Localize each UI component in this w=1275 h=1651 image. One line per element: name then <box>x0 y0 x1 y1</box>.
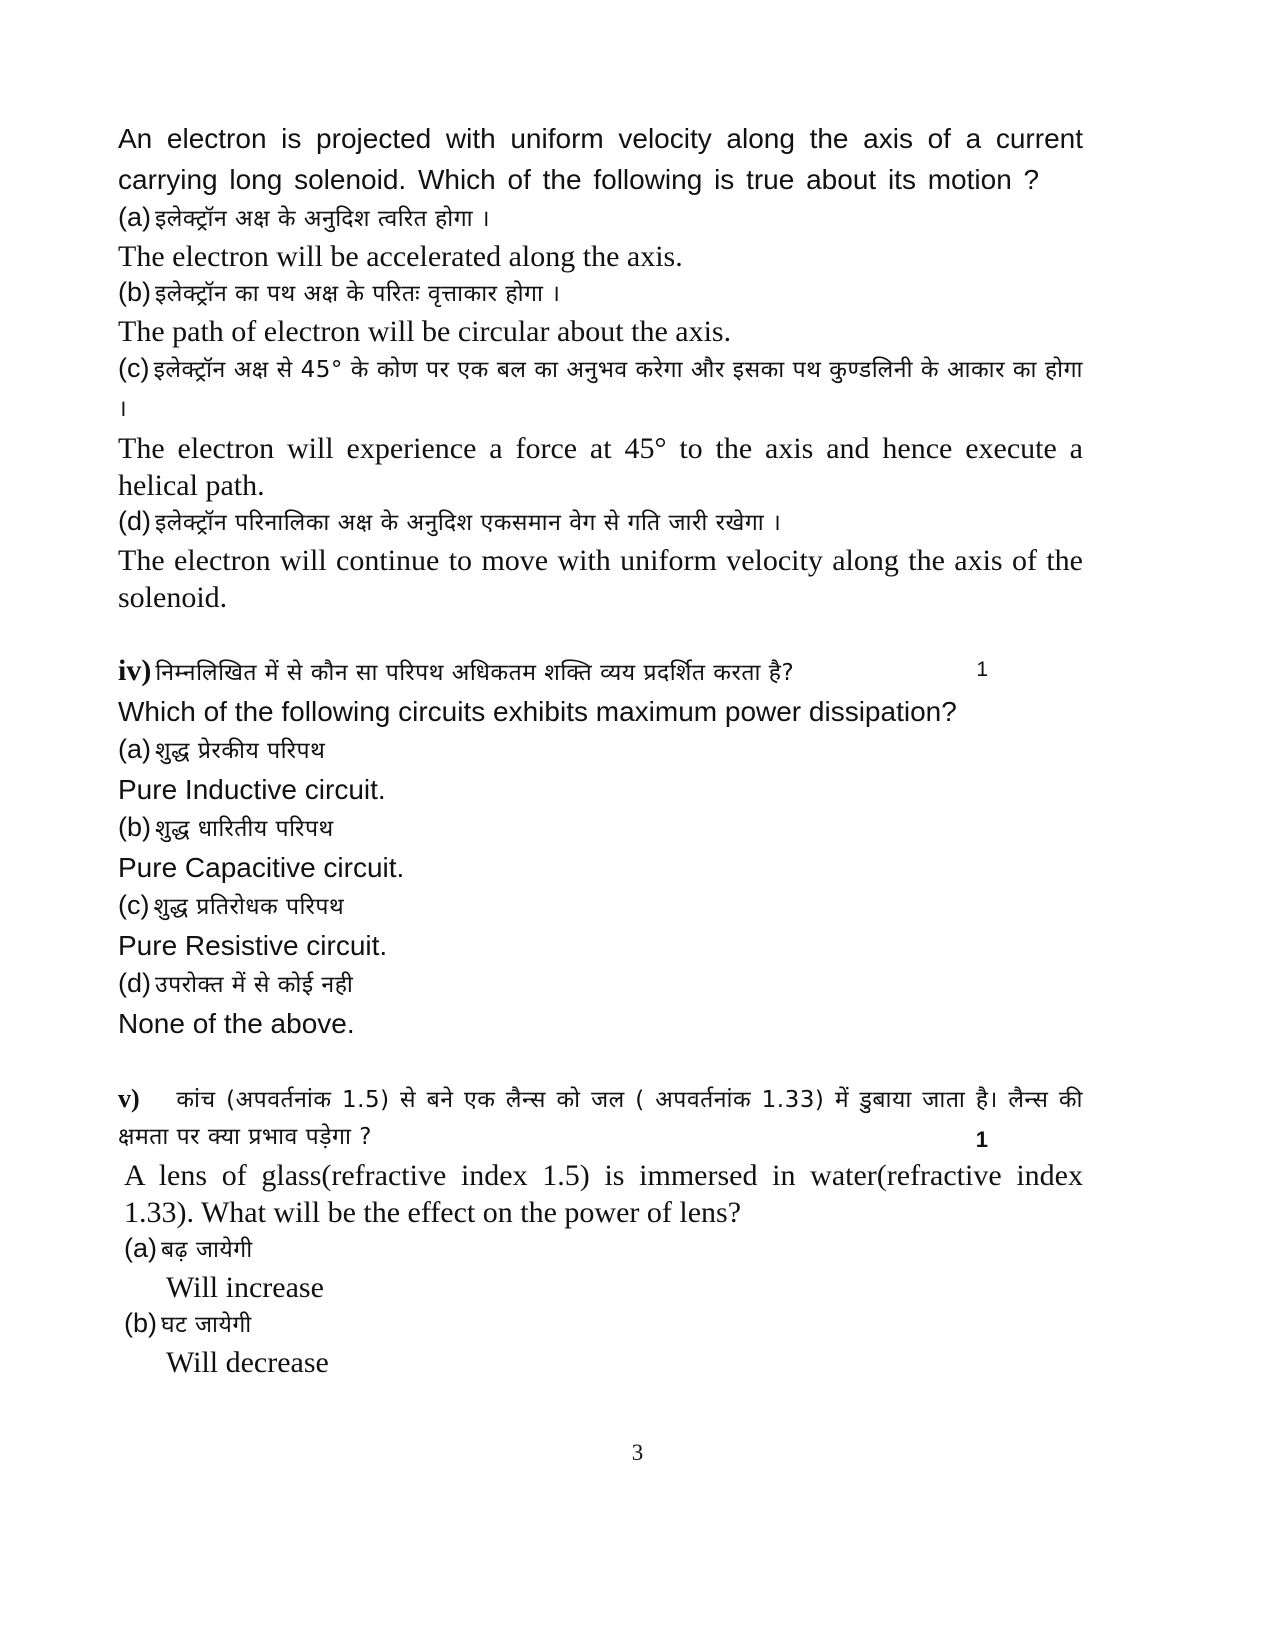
q5-option-b-english: Will decrease <box>166 1346 329 1379</box>
q4-number: iv) <box>118 654 152 687</box>
q4-marks: 1 <box>976 658 988 681</box>
q5-option-b: (b) घट जायेगी <box>124 1308 252 1338</box>
page-number: 3 <box>631 1440 644 1465</box>
q4-option-d-english: None of the above. <box>118 1008 355 1039</box>
q5-option-a: (a) बढ़ जायेगी <box>124 1233 253 1263</box>
q3-option-a: (a) इलेक्ट्रॉन अक्ष के अनुदिश त्वरित होगा । <box>118 202 491 232</box>
q5-heading <box>118 1082 1083 1157</box>
q5-option-a-english: Will increase <box>166 1271 324 1304</box>
q3-option-a-hindi: इलेक्ट्रॉन अक्ष के अनुदिश त्वरित होगा । <box>155 206 491 232</box>
q5-option-b-hindi: घट जायेगी <box>161 1312 252 1338</box>
q4-option-c: (c) शुद्ध प्रतिरोधक परिपथ <box>118 890 345 920</box>
q4-option-c-english: Pure Resistive circuit. <box>118 930 388 961</box>
q3-stem: An electron is projected with uniform velocity along the axis of a current carrying long solenoid. Which of the following is true about its motion ? <box>118 123 1083 195</box>
q3-option-c-english: The electron will experience a force at 45° to the axis and hence execute a helical path. <box>118 432 1083 502</box>
q4-option-a: (a) शुद्ध प्रेरकीय परिपथ <box>118 734 326 764</box>
q4-option-a-english: Pure Inductive circuit. <box>118 774 386 805</box>
q4-option-b-english: Pure Capacitive circuit. <box>118 852 405 883</box>
q5-stem-english: A lens of glass(refractive index 1.5) is immersed in water(refractive index 1.33). What will be the effect on the power of lens? <box>124 1159 1083 1229</box>
question-page <box>118 118 1083 1381</box>
q5-stem-hindi: कांच (अपवर्तनांक 1.5) से बने एक लैन्स को जल ( अपवर्तनांक 1.33) में डुबाया जाता है। लैन्स की क्षमता पर क्या प्रभाव पड़ेगा ? <box>118 1087 1084 1150</box>
q4-stem-hindi: निम्नलिखित में से कौन सा परिपथ अधिकतम शक्ति व्यय प्रदर्शित करता है? <box>155 660 795 686</box>
q4-stem-english: Which of the following circuits exhibits maximum power dissipation? <box>118 696 957 727</box>
q3-option-c-hindi: इलेक्ट्रॉन अक्ष से 45° के कोण पर एक बल का अनुभव करेगा और इसका पथ कुण्डलिनी के आकार का होगा । <box>118 357 1083 422</box>
q3-option-d-english: The electron will continue to move with uniform velocity along the axis of the solenoid. <box>118 544 1083 614</box>
q3-option-d-hindi: इलेक्ट्रॉन परिनालिका अक्ष के अनुदिश एकसमान वेग से गति जारी रखेगा । <box>155 510 782 536</box>
q4-heading <box>118 654 1083 692</box>
spacer <box>118 1044 1083 1082</box>
q3-option-a-english: The electron will be accelerated along the axis. <box>118 240 683 273</box>
q4-option-d-hindi: उपरोक्त में से कोई नही <box>155 972 354 998</box>
q4-option-d: (d) उपरोक्त में से कोई नही <box>118 968 354 998</box>
spacer <box>118 616 1083 654</box>
q3-option-b-english: The path of electron will be circular about the axis. <box>118 315 732 348</box>
q3-option-d: (d) इलेक्ट्रॉन परिनालिका अक्ष के अनुदिश एकसमान वेग से गति जारी रखेगा । <box>118 506 782 536</box>
q4-option-b-hindi: शुद्ध धारितीय परिपथ <box>155 816 334 842</box>
q4-option-a-hindi: शुद्ध प्रेरकीय परिपथ <box>155 738 326 764</box>
q3-option-b: (b) इलेक्ट्रॉन का पथ अक्ष के परितः वृत्ताकार होगा । <box>118 277 561 307</box>
q4-option-b: (b) शुद्ध धारितीय परिपथ <box>118 812 334 842</box>
q3-option-b-hindi: इलेक्ट्रॉन का पथ अक्ष के परितः वृत्ताकार होगा । <box>155 281 561 307</box>
q5-marks: 1 <box>975 1127 988 1152</box>
q5-number: v) <box>118 1084 140 1113</box>
q5-option-a-hindi: बढ़ जायेगी <box>161 1237 253 1263</box>
q4-option-c-hindi: शुद्ध प्रतिरोधक परिपथ <box>153 894 345 920</box>
q3-option-c: (c) इलेक्ट्रॉन अक्ष से 45° के कोण पर एक बल का अनुभव करेगा और इसका पथ कुण्डलिनी के आकार का होगा । <box>118 353 1083 422</box>
